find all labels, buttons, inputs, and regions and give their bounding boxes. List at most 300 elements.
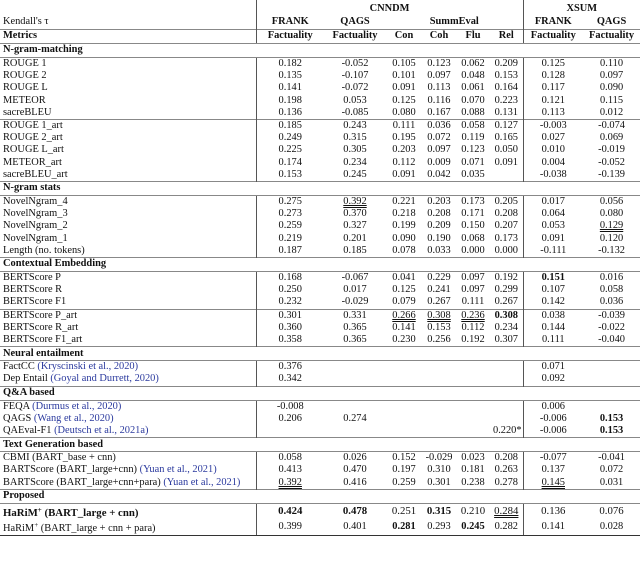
score-cell <box>456 169 490 182</box>
col-header: Factuality <box>256 30 324 44</box>
score-value: 0.091 <box>494 156 518 168</box>
score-cell <box>324 284 386 296</box>
score-cell <box>256 70 324 82</box>
metric-label: ROUGE 1 <box>3 58 47 69</box>
score-value: 0.284 <box>494 505 519 518</box>
table-row <box>0 169 640 182</box>
score-cell <box>490 519 523 536</box>
score-cell <box>583 272 640 285</box>
score-cell <box>324 464 386 476</box>
score-cell <box>583 144 640 156</box>
score-cell <box>324 157 386 169</box>
score-cell <box>490 464 523 476</box>
score-value: 0.299 <box>494 284 518 296</box>
header-group-row <box>0 0 640 16</box>
score-cell <box>583 413 640 425</box>
score-value: -0.006 <box>539 412 567 424</box>
score-cell <box>523 334 583 347</box>
score-value: 0.305 <box>343 144 367 156</box>
metric-label: QAGS <box>3 412 32 424</box>
score-cell <box>456 503 490 519</box>
score-cell <box>422 132 456 144</box>
metric-label: HaRiM <box>3 506 38 519</box>
score-cell <box>256 334 324 347</box>
header-frank: FRANK <box>256 16 324 30</box>
metric-name <box>0 272 256 285</box>
score-value: 0.259 <box>392 476 416 488</box>
score-value: 0.342 <box>278 373 302 385</box>
score-value: 0.062 <box>461 58 485 69</box>
score-cell <box>422 144 456 156</box>
citation-link[interactable]: (Durmus et al., 2020) <box>32 400 122 412</box>
score-value: 0.267 <box>427 296 451 308</box>
score-cell <box>523 169 583 182</box>
score-value: 0.079 <box>392 296 416 308</box>
header-metrics: Metrics <box>0 30 256 44</box>
score-cell <box>256 309 324 322</box>
score-cell <box>256 361 324 374</box>
score-value: 0.036 <box>427 120 451 132</box>
score-cell <box>523 272 583 285</box>
metric-label: NovelNgram_4 <box>3 196 68 208</box>
score-cell <box>490 58 523 71</box>
score-value: 0.245 <box>343 168 367 180</box>
score-value: -0.019 <box>598 144 625 156</box>
metric-name <box>0 464 256 476</box>
score-value: 0.301 <box>278 309 302 321</box>
metric-name <box>0 58 256 71</box>
score-cell <box>422 284 456 296</box>
score-cell <box>324 233 386 245</box>
score-cell <box>523 322 583 334</box>
score-value: 0.012 <box>599 106 624 118</box>
score-cell <box>456 120 490 133</box>
score-cell <box>256 95 324 107</box>
header-columns-row <box>0 30 640 44</box>
score-value: 0.192 <box>461 334 485 346</box>
score-value: 0.360 <box>278 321 302 333</box>
score-value: -0.111 <box>540 244 567 256</box>
metric-name <box>0 220 256 232</box>
score-cell <box>490 157 523 169</box>
score-cell <box>256 233 324 245</box>
score-cell <box>583 284 640 296</box>
score-cell <box>256 400 324 413</box>
score-cell <box>490 296 523 309</box>
score-value: 0.205 <box>494 196 518 208</box>
score-cell <box>490 400 523 413</box>
score-value: 0.053 <box>343 94 367 106</box>
citation-link[interactable]: (Deutsch et al., 2021a) <box>54 425 149 437</box>
score-cell <box>256 58 324 71</box>
score-cell <box>386 144 422 156</box>
score-value: 0.206 <box>278 412 302 424</box>
table-row <box>0 284 640 296</box>
score-value: 0.210 <box>460 505 486 518</box>
score-cell <box>490 132 523 144</box>
score-cell <box>456 58 490 71</box>
score-value: 0.203 <box>427 196 451 208</box>
score-cell <box>386 464 422 476</box>
score-value: 0.129 <box>599 220 624 232</box>
section-title: N-gram-matching <box>0 44 640 58</box>
score-cell <box>456 373 490 386</box>
score-cell <box>490 233 523 245</box>
score-cell <box>256 208 324 220</box>
score-value: 0.004 <box>541 156 565 168</box>
score-cell <box>386 95 422 107</box>
score-cell <box>324 373 386 386</box>
score-cell <box>256 477 324 490</box>
score-value: 0.190 <box>427 232 451 244</box>
metric-name <box>0 95 256 107</box>
score-cell <box>490 144 523 156</box>
score-cell <box>490 309 523 322</box>
score-cell <box>256 322 324 334</box>
metric-label: BERTScore P <box>3 272 61 284</box>
score-cell <box>256 413 324 425</box>
score-value: 0.392 <box>278 476 302 488</box>
score-value: 0.112 <box>461 321 485 333</box>
score-cell <box>490 196 523 209</box>
metric-name <box>0 107 256 120</box>
section-header <box>0 182 640 196</box>
score-cell <box>386 334 422 347</box>
section-header <box>0 44 640 58</box>
score-value: 0.091 <box>392 168 416 180</box>
score-cell <box>490 361 523 374</box>
score-value: 0.153 <box>494 70 518 82</box>
score-cell <box>422 309 456 322</box>
score-value: 0.234 <box>494 321 518 333</box>
score-cell <box>324 400 386 413</box>
score-cell <box>324 132 386 144</box>
score-value: 0.090 <box>599 82 624 94</box>
score-cell <box>456 196 490 209</box>
metric-name <box>0 120 256 133</box>
metric-name <box>0 400 256 413</box>
header-group-xsum: XSUM <box>523 0 640 16</box>
table-body <box>0 44 640 536</box>
score-value: 0.308 <box>427 309 451 321</box>
score-value: 0.010 <box>541 144 565 156</box>
metric-label: ROUGE 2_art <box>3 132 63 144</box>
score-value: 0.273 <box>278 208 302 220</box>
score-cell <box>256 425 324 438</box>
score-cell <box>386 70 422 82</box>
score-cell <box>523 284 583 296</box>
score-value: -0.132 <box>598 244 625 256</box>
table-row <box>0 196 640 209</box>
score-cell <box>523 519 583 536</box>
score-cell <box>583 220 640 232</box>
score-cell <box>386 413 422 425</box>
score-value: 0.365 <box>343 334 367 346</box>
score-value: 0.243 <box>343 120 367 132</box>
score-value: 0.017 <box>541 196 565 208</box>
score-cell <box>386 58 422 71</box>
score-cell <box>523 296 583 309</box>
score-cell <box>490 220 523 232</box>
score-cell <box>386 503 422 519</box>
score-cell <box>523 208 583 220</box>
score-value: 0.151 <box>541 272 565 284</box>
score-cell <box>324 58 386 71</box>
score-value: 0.470 <box>343 464 367 476</box>
score-value: 0.208 <box>494 208 518 220</box>
score-value: 0.307 <box>494 334 518 346</box>
score-value: -0.139 <box>598 168 625 180</box>
header-qags: QAGS <box>340 16 370 28</box>
score-cell <box>490 208 523 220</box>
score-value: 0.267 <box>494 296 518 308</box>
score-cell <box>456 477 490 490</box>
score-cell <box>422 373 456 386</box>
score-value: 0.105 <box>392 58 416 69</box>
score-cell <box>422 503 456 519</box>
metric-label: HaRiM <box>3 523 35 535</box>
score-value: 0.125 <box>541 58 565 69</box>
score-cell <box>456 157 490 169</box>
score-value: 0.141 <box>541 521 565 533</box>
col-header: Con <box>386 30 422 44</box>
score-cell <box>456 272 490 285</box>
metric-name <box>0 208 256 220</box>
score-value: 0.236 <box>461 309 485 321</box>
score-cell <box>523 58 583 71</box>
score-value: 0.000 <box>461 244 485 256</box>
score-cell <box>523 107 583 120</box>
score-value: 0.048 <box>461 70 485 82</box>
score-cell <box>324 120 386 133</box>
score-value: 0.234 <box>343 156 367 168</box>
score-cell <box>256 284 324 296</box>
score-cell <box>456 334 490 347</box>
col-header: Factuality <box>324 30 386 44</box>
score-value: 0.185 <box>278 120 302 132</box>
score-value: 0.209 <box>427 220 451 232</box>
score-cell <box>523 245 583 258</box>
section-title: Contextual Embedding <box>0 258 640 272</box>
score-value: 0.225 <box>278 144 302 156</box>
table-row <box>0 144 640 156</box>
score-cell <box>324 413 386 425</box>
table-row <box>0 296 640 309</box>
metric-label: ROUGE 2 <box>3 70 47 82</box>
score-cell <box>490 413 523 425</box>
score-value: 0.478 <box>342 505 368 518</box>
score-value: 0.153 <box>278 168 302 180</box>
score-cell <box>456 284 490 296</box>
score-value: 0.006 <box>541 400 565 412</box>
score-value: 0.069 <box>599 132 624 144</box>
score-value: -0.067 <box>341 272 369 284</box>
score-value: 0.208 <box>494 452 518 464</box>
metric-name <box>0 82 256 94</box>
score-value: 0.035 <box>461 168 485 180</box>
score-value: 0.027 <box>541 132 565 144</box>
metric-label: NovelNgram_2 <box>3 220 68 232</box>
score-cell <box>583 196 640 209</box>
score-cell <box>324 169 386 182</box>
score-cell <box>256 157 324 169</box>
score-cell <box>490 120 523 133</box>
score-value: 0.358 <box>278 334 302 346</box>
score-value: 0.141 <box>278 82 302 94</box>
score-cell <box>456 233 490 245</box>
citation-link[interactable]: (Wang et al., 2020) <box>33 412 114 424</box>
score-cell <box>422 464 456 476</box>
score-value: 0.250 <box>278 284 302 296</box>
score-value: 0.101 <box>392 70 416 82</box>
header-group-cnndm: CNNDM <box>256 0 523 16</box>
table-row <box>0 464 640 476</box>
score-value: 0.111 <box>541 334 565 346</box>
score-cell <box>422 196 456 209</box>
score-value: 0.259 <box>278 220 302 232</box>
score-value: 0.137 <box>541 464 565 476</box>
citation-link[interactable]: (Goyal and Durrett, 2020) <box>50 373 159 385</box>
score-value: 0.275 <box>278 196 302 208</box>
score-value: 0.195 <box>392 132 416 144</box>
score-cell <box>422 296 456 309</box>
score-value: 0.016 <box>599 272 624 284</box>
metric-name <box>0 361 256 374</box>
metric-name <box>0 296 256 309</box>
score-cell <box>583 361 640 374</box>
section-title: Neural entailment <box>0 347 640 361</box>
score-cell <box>386 233 422 245</box>
score-value: -0.006 <box>539 425 567 437</box>
score-cell <box>456 208 490 220</box>
score-cell <box>523 361 583 374</box>
table-row <box>0 309 640 322</box>
score-cell <box>523 196 583 209</box>
score-cell <box>490 503 523 519</box>
metric-name <box>0 70 256 82</box>
score-cell <box>386 309 422 322</box>
score-cell <box>523 503 583 519</box>
table-row <box>0 82 640 94</box>
score-value: 0.141 <box>392 321 416 333</box>
section-title: N-gram stats <box>0 182 640 196</box>
metric-name <box>0 519 256 536</box>
score-cell <box>422 82 456 94</box>
score-value: 0.185 <box>343 244 367 256</box>
score-cell <box>256 82 324 94</box>
header-summeval: SummEval <box>429 16 479 28</box>
section-header <box>0 386 640 400</box>
score-cell <box>490 169 523 182</box>
score-cell <box>324 107 386 120</box>
metric-label: sacreBLEU <box>3 106 52 118</box>
metric-label: FEQA <box>3 400 30 412</box>
metric-label: METEOR_art <box>3 156 62 168</box>
score-value: 0.221 <box>392 196 416 208</box>
score-cell <box>256 464 324 476</box>
score-value: -0.029 <box>425 452 453 464</box>
score-cell <box>256 373 324 386</box>
score-cell <box>422 169 456 182</box>
score-cell <box>324 272 386 285</box>
metric-label: ROUGE L_art <box>3 144 64 156</box>
score-cell <box>583 452 640 465</box>
score-cell <box>490 425 523 438</box>
score-value: 0.097 <box>427 144 451 156</box>
score-cell <box>256 144 324 156</box>
score-value: 0.121 <box>541 94 565 106</box>
score-cell <box>523 413 583 425</box>
score-value: 0.365 <box>343 321 367 333</box>
score-cell <box>523 373 583 386</box>
table-row <box>0 425 640 438</box>
score-cell <box>523 132 583 144</box>
section-header <box>0 438 640 452</box>
score-cell <box>523 157 583 169</box>
metric-name <box>0 132 256 144</box>
score-value: 0.026 <box>343 452 367 464</box>
score-cell <box>256 169 324 182</box>
score-cell <box>583 58 640 71</box>
score-value: 0.274 <box>343 412 367 424</box>
score-cell <box>583 208 640 220</box>
score-value: 0.199 <box>392 220 416 232</box>
score-value: 0.165 <box>494 132 518 144</box>
score-value: 0.097 <box>461 272 485 284</box>
metric-label: METEOR <box>3 94 46 106</box>
score-cell <box>422 400 456 413</box>
score-value: -0.077 <box>539 452 567 464</box>
table-row <box>0 452 640 465</box>
col-header: Flu <box>456 30 490 44</box>
score-value: 0.107 <box>541 284 565 296</box>
score-cell <box>386 82 422 94</box>
score-value: 0.241 <box>427 284 451 296</box>
citation-link[interactable]: (Yuan et al., 2021) <box>139 464 217 476</box>
corner-label: Kendall's τ <box>3 16 49 28</box>
score-cell <box>324 322 386 334</box>
metric-name <box>0 322 256 334</box>
score-cell <box>456 400 490 413</box>
score-value: 0.293 <box>427 521 451 533</box>
score-cell <box>422 95 456 107</box>
score-cell <box>324 70 386 82</box>
section-header <box>0 258 640 272</box>
score-value: 0.038 <box>541 309 565 321</box>
score-cell <box>422 70 456 82</box>
score-cell <box>583 373 640 386</box>
metric-name <box>0 413 256 425</box>
score-cell <box>422 245 456 258</box>
header-xsum-frank: FRANK <box>523 16 583 30</box>
score-cell <box>490 477 523 490</box>
score-cell <box>386 452 422 465</box>
citation-link[interactable]: (Yuan et al., 2021) <box>163 476 241 488</box>
score-value: 0.136 <box>278 106 302 118</box>
score-cell <box>523 120 583 133</box>
score-cell <box>523 70 583 82</box>
score-value: 0.017 <box>343 284 367 296</box>
score-value: 0.171 <box>461 208 485 220</box>
metric-superscript: + <box>34 521 39 530</box>
score-value: -0.072 <box>341 82 369 94</box>
score-value: -0.074 <box>598 120 625 132</box>
score-value: 0.192 <box>494 272 518 284</box>
metric-name <box>0 144 256 156</box>
score-value: 0.256 <box>427 334 451 346</box>
score-value: 0.135 <box>278 70 302 82</box>
citation-link[interactable]: (Kryscinski et al., 2020) <box>37 361 139 373</box>
